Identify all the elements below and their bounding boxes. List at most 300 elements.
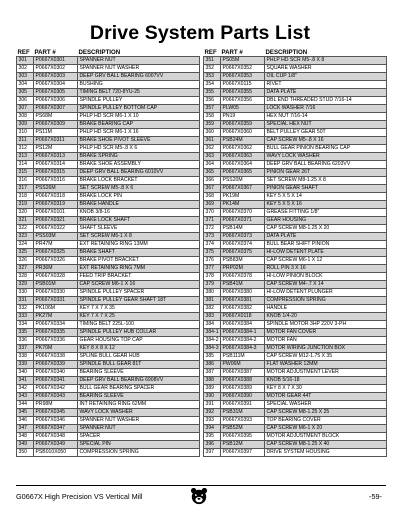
cell-ref: 334 [17, 320, 34, 328]
cell-description: DEEP GRV BALL BEARING 6010VV [78, 168, 200, 176]
cell-part-number: P0667X0306 [34, 96, 78, 104]
cell-part-number: PR47M [34, 240, 78, 248]
cell-description: HEX NUT 7/16-14 [265, 112, 387, 120]
cell-ref: 336 [17, 336, 34, 344]
cell-ref: 309 [17, 120, 34, 128]
cell-part-number: PN19 [221, 112, 265, 120]
cell-ref: 365 [204, 168, 221, 176]
cell-ref: 322 [17, 224, 34, 232]
cell-ref: 318 [17, 192, 34, 200]
table-row [204, 248, 387, 256]
cell-ref: 330 [17, 288, 34, 296]
table-row [204, 264, 387, 272]
table-row [204, 136, 387, 144]
cell-part-number: P0667X0322 [34, 224, 78, 232]
table-row [17, 432, 200, 440]
cell-ref: 358 [204, 112, 221, 120]
cell-part-number: P0667X0318 [34, 192, 78, 200]
table-row [204, 56, 387, 64]
cell-part-number: PK106M [34, 304, 78, 312]
cell-ref: 396 [204, 440, 221, 448]
cell-description: KNOB 1/4-20 [265, 312, 387, 320]
cell-part-number: P0667X0118 [221, 312, 265, 320]
cell-part-number: P0667X0305 [34, 88, 78, 96]
page-title: Drive System Parts List [89, 22, 311, 44]
cell-ref: 375 [204, 248, 221, 256]
header-part: PART # [221, 48, 243, 56]
cell-ref: 350 [17, 448, 34, 456]
cell-description: BRAKE SHOE ASSEMBLY [78, 160, 200, 168]
table-row [17, 360, 200, 368]
cell-ref: 386 [204, 360, 221, 368]
table-row [204, 184, 387, 192]
table-row [17, 400, 200, 408]
table-row [17, 112, 200, 120]
footer-page-number: -59- [369, 492, 382, 501]
cell-ref: 395 [204, 432, 221, 440]
table-row [17, 232, 200, 240]
cell-ref: 368 [204, 192, 221, 200]
table-row [17, 160, 200, 168]
cell-ref: 337 [17, 344, 34, 352]
cell-part-number: P0667X0393 [221, 416, 265, 424]
cell-description: ROLL PIN 3 X 16 [265, 264, 387, 272]
table-row [17, 280, 200, 288]
cell-ref: 360 [204, 128, 221, 136]
cell-description: CAP SCREW M8-1.25 X 20 [265, 224, 387, 232]
cell-description: KNOB 5/16-18 [265, 376, 387, 384]
cell-ref: 349 [17, 440, 34, 448]
table-row [17, 120, 200, 128]
cell-description: COMPRESSION SPRING [265, 296, 387, 304]
cell-ref: 324 [17, 240, 34, 248]
cell-description: SPINDLE PULLEY HUB COLLAR [78, 328, 200, 336]
cell-ref: 317 [17, 184, 34, 192]
table-row [17, 320, 200, 328]
cell-part-number: P0667X0381 [221, 296, 265, 304]
cell-part-number: P0667X0302 [34, 64, 78, 72]
cell-part-number: P0667X0349 [34, 440, 78, 448]
table-row [204, 176, 387, 184]
table-row [17, 416, 200, 424]
footer-model-name: G0667X High Precision VS Vertical Mill [16, 492, 143, 501]
table-row [204, 328, 387, 336]
cell-part-number: P0667X0384-3 [221, 344, 265, 352]
cell-ref: 351 [204, 56, 221, 64]
cell-ref: 394 [204, 424, 221, 432]
table-row [17, 104, 200, 112]
cell-ref: 345 [17, 408, 34, 416]
cell-part-number: P0667X0367 [221, 184, 265, 192]
table-row [17, 424, 200, 432]
table-row [17, 96, 200, 104]
parts-table-right-body [204, 56, 387, 456]
cell-ref: 306 [17, 96, 34, 104]
cell-part-number: P0667X0340 [34, 368, 78, 376]
cell-part-number: P0667X0384 [221, 320, 265, 328]
cell-description: COMPRESSION SPRING [78, 448, 200, 456]
cell-ref: 353 [204, 72, 221, 80]
header-ref: REF [204, 48, 217, 56]
cell-ref: 346 [17, 416, 34, 424]
cell-description: BRAKE BEARING CAP [78, 120, 200, 128]
table-row [17, 176, 200, 184]
cell-description: BRAKE SPRING [78, 152, 200, 160]
cell-part-number: P0667X0347 [34, 424, 78, 432]
table-row [204, 432, 387, 440]
table-row [17, 448, 200, 456]
cell-description: HI-LOW DETENT PLATE [265, 248, 387, 256]
cell-ref: 328 [17, 272, 34, 280]
cell-ref: 352 [204, 64, 221, 72]
cell-part-number: PSB41M [221, 280, 265, 288]
cell-ref: 357 [204, 104, 221, 112]
cell-part-number: P0667X0331 [34, 296, 78, 304]
table-row [17, 192, 200, 200]
cell-description: SHAFT SLEEVE [78, 224, 200, 232]
cell-part-number: P0667X0101 [34, 208, 78, 216]
cell-ref: 383 [204, 312, 221, 320]
cell-description: BULL BEAR SHIFT PINION [265, 240, 387, 248]
cell-part-number: P0667X0304 [34, 80, 78, 88]
cell-ref: 388 [204, 376, 221, 384]
table-row [17, 152, 200, 160]
cell-ref: 314 [17, 160, 34, 168]
cell-ref: 389 [204, 384, 221, 392]
cell-part-number: PSB83M [221, 256, 265, 264]
table-row [17, 328, 200, 336]
cell-ref: 378 [204, 272, 221, 280]
cell-description: PHLP HD SCR M6-1 X 10 [78, 112, 200, 120]
table-row [204, 416, 387, 424]
cell-description: DBL END THREADED STUD 7/16-14 [265, 96, 387, 104]
cell-part-number: P0667X0315 [34, 168, 78, 176]
cell-ref: 356 [204, 96, 221, 104]
cell-ref: 311 [17, 136, 34, 144]
cell-description: GEAR HOUSING TOP CAP [78, 336, 200, 344]
cell-description: SPINDLE PULLEY SPACER [78, 288, 200, 296]
table-row [204, 120, 387, 128]
cell-ref: 323 [17, 232, 34, 240]
cell-part-number: P0667X0391 [221, 400, 265, 408]
table-row [204, 80, 387, 88]
cell-description: HI-LOW DETENT PLUNGER [265, 288, 387, 296]
cell-part-number: P0667X0338 [34, 352, 78, 360]
table-row [204, 440, 387, 448]
table-row [17, 336, 200, 344]
cell-ref: 347 [17, 424, 34, 432]
table-row [17, 376, 200, 384]
cell-part-number: PSB52M [221, 424, 265, 432]
table-row [204, 320, 387, 328]
cell-ref: 326 [17, 256, 34, 264]
table-row [204, 112, 387, 120]
cell-ref: 385 [204, 352, 221, 360]
cell-description: SPANNER NUT [78, 424, 200, 432]
cell-description: BRAKE LOCK SHAFT [78, 216, 200, 224]
cell-description: GEAR HOUSING [265, 216, 387, 224]
cell-ref: 342 [17, 384, 34, 392]
cell-part-number: PR98M [34, 400, 78, 408]
cell-description: SPACER [78, 432, 200, 440]
table-row [17, 208, 200, 216]
cell-part-number: P0667X0352 [221, 64, 265, 72]
footer-rule [16, 485, 386, 486]
cell-description: KNOB 3/8-16 [78, 208, 200, 216]
table-row [17, 216, 200, 224]
table-row [204, 384, 387, 392]
cell-description: MOTOR ADJUSTMENT BLOCK [265, 432, 387, 440]
cell-ref: 381 [204, 296, 221, 304]
cell-description: MOTOR ADJUSTMENT LEVER [265, 368, 387, 376]
table-row [17, 288, 200, 296]
cell-description: KEY 5 X 5 X 14 [265, 192, 387, 200]
table-row [204, 200, 387, 208]
cell-part-number: P0667X0373 [221, 232, 265, 240]
cell-ref: 361 [204, 136, 221, 144]
cell-ref: 305 [17, 88, 34, 96]
cell-ref: 304 [17, 80, 34, 88]
cell-description: KEY 7 X 7 X 35 [78, 304, 200, 312]
cell-part-number: P0667X0353 [221, 72, 265, 80]
bear-head-logo-icon [190, 487, 208, 505]
cell-part-number: P0667X0395 [221, 432, 265, 440]
cell-ref: 325 [17, 248, 34, 256]
cell-part-number: P0667X0343 [34, 392, 78, 400]
cell-description: PHLP HD SCR M6-1 X 16 [78, 128, 200, 136]
cell-description: TOP BEARING COVER [265, 416, 387, 424]
cell-part-number: PSB31M [221, 408, 265, 416]
cell-part-number: P0667X0360 [221, 128, 265, 136]
cell-description: EXT RETAINING RING 7MM [78, 264, 200, 272]
cell-ref: 355 [204, 88, 221, 96]
cell-ref: 320 [17, 208, 34, 216]
table-row [17, 272, 200, 280]
table-row [204, 312, 387, 320]
cell-description: INT RETAINING RING 62MM [78, 400, 200, 408]
cell-part-number: P0667X0359 [221, 120, 265, 128]
cell-part-number: P0667X0378 [221, 272, 265, 280]
cell-description: SPINDLE MOTOR 3HP 220V 3-PH [265, 320, 387, 328]
cell-description: SET SCREW M6-1 X 8 [78, 232, 200, 240]
cell-description: PINION GEAR SHAFT [265, 184, 387, 192]
table-row [204, 256, 387, 264]
cell-ref: 315 [17, 168, 34, 176]
cell-part-number: PSB24M [221, 136, 265, 144]
cell-description: MOTOR WIRING JUNCTION BOX [265, 344, 387, 352]
cell-ref: 379 [204, 280, 221, 288]
parts-table-left-body [17, 56, 200, 456]
cell-part-number: P0667X0387 [221, 368, 265, 376]
cell-description: KEY 8 X 7 X 30 [265, 384, 387, 392]
cell-part-number: P0667X0328 [34, 272, 78, 280]
cell-part-number: P0667X0397 [221, 448, 265, 456]
cell-ref: 384 [204, 320, 221, 328]
cell-part-number: PS05M [221, 56, 265, 64]
table-row [204, 104, 387, 112]
table-row [204, 152, 387, 160]
cell-description: BRAKE LOCK PIN [78, 192, 200, 200]
cell-part-number: P0667X0326 [34, 256, 78, 264]
cell-ref: 367 [204, 184, 221, 192]
cell-description: FLAT WASHER 12MM [265, 360, 387, 368]
cell-part-number: P0667X0319 [34, 200, 78, 208]
cell-part-number: PR36M [34, 264, 78, 272]
cell-ref: 370 [204, 208, 221, 216]
cell-ref: 321 [17, 216, 34, 224]
cell-part-number: P0667X0348 [34, 432, 78, 440]
cell-ref: 384-1 [205, 328, 219, 335]
table-row [17, 440, 200, 448]
cell-ref: 364 [204, 160, 221, 168]
cell-description: CAP SCREW M8-1.25 X 40 [265, 440, 387, 448]
cell-description: LOCK WASHER 7/16 [265, 104, 387, 112]
cell-ref: 366 [204, 176, 221, 184]
cell-description: SPANNER NUT WASHER [78, 416, 200, 424]
cell-description: MOTOR GEAR 44T [265, 392, 387, 400]
cell-ref: 374 [204, 240, 221, 248]
table-row [204, 272, 387, 280]
table-header-row [204, 47, 387, 56]
cell-part-number: P0667X0389 [221, 384, 265, 392]
cell-ref: 384-2 [205, 336, 219, 343]
table-row [17, 168, 200, 176]
table-row [204, 88, 387, 96]
cell-ref: 339 [17, 360, 34, 368]
cell-ref: 316 [17, 176, 34, 184]
cell-description: KEY 5 X 5 X 16 [265, 200, 387, 208]
cell-description: TIMING BELT 225L-100 [78, 320, 200, 328]
table-row [17, 408, 200, 416]
cell-part-number: P0667X0301 [34, 56, 78, 64]
cell-description: MOTOR FAN [265, 336, 387, 344]
cell-description: SET SCREW M5-.8 X 6 [78, 184, 200, 192]
table-row [204, 64, 387, 72]
table-row [204, 224, 387, 232]
cell-part-number: PSB010X050 [34, 448, 78, 456]
table-row [204, 408, 387, 416]
cell-description: SPECIAL HEX NUT [265, 120, 387, 128]
cell-part-number: P0667X0375 [221, 248, 265, 256]
cell-part-number: P0667X0334 [34, 320, 78, 328]
table-row [204, 400, 387, 408]
cell-description: PINION GEAR 26T [265, 168, 387, 176]
cell-description: BEARING SLEEVE [78, 368, 200, 376]
cell-part-number: PRP02M [221, 264, 265, 272]
table-row [204, 360, 387, 368]
cell-description: SPANNER NUT WASHER [78, 64, 200, 72]
cell-description: BRAKE SHOE PIVOT SLEEVE [78, 136, 200, 144]
table-row [204, 280, 387, 288]
cell-part-number: P0667X0388 [221, 376, 265, 384]
cell-description: CAP SCREW M12-1.75 X 35 [265, 352, 387, 360]
cell-description: DEEP GRV BALL BEARING 6908VV [78, 376, 200, 384]
cell-description: SET SCREW M8-1.25 X 8 [265, 176, 387, 184]
cell-part-number: P0667X0342 [34, 384, 78, 392]
cell-description: CAP SCREW M4-.7 X 14 [265, 280, 387, 288]
cell-part-number: P0667X0345 [34, 408, 78, 416]
cell-description: BRAKE SHAFT [78, 248, 200, 256]
cell-ref: 377 [204, 264, 221, 272]
parts-tables [16, 47, 386, 469]
cell-description: BEARING SLEEVE [78, 392, 200, 400]
cell-part-number: P0667X0339 [34, 360, 78, 368]
cell-part-number: PSB111M [221, 352, 265, 360]
cell-ref: 391 [204, 400, 221, 408]
cell-description: MOTOR FAN COVER [265, 328, 387, 336]
cell-description: PHLP HD SCR M5-.8 X 6 [78, 144, 200, 152]
table-row [17, 144, 200, 152]
cell-part-number: P0667X0321 [34, 216, 78, 224]
table-row [17, 224, 200, 232]
cell-description: FEED TRIP BRACKET [78, 272, 200, 280]
cell-description: DATA PLATE [265, 232, 387, 240]
cell-part-number: PSS03M [34, 232, 78, 240]
cell-ref: 362 [204, 144, 221, 152]
cell-ref: 390 [204, 392, 221, 400]
header-description: DESCRIPTION [78, 48, 121, 56]
table-row [204, 232, 387, 240]
cell-part-number: P0667X0313 [34, 152, 78, 160]
cell-description: GREASE FITTING 1/8" [265, 208, 387, 216]
table-row [17, 368, 200, 376]
cell-description: SPINDLE BULL GEAR 81T [78, 360, 200, 368]
cell-description: WAVY LOCK WASHER [78, 408, 200, 416]
parts-table-right [203, 47, 387, 457]
table-row [204, 144, 387, 152]
table-row [204, 96, 387, 104]
cell-ref: 371 [204, 216, 221, 224]
cell-ref: 369 [204, 200, 221, 208]
cell-description: SQUARE WASHER [265, 64, 387, 72]
table-row [204, 128, 387, 136]
cell-part-number: P0667X0390 [221, 392, 265, 400]
cell-description: BRAKE LOCK BRACKET [78, 176, 200, 184]
cell-description: DATA PLATE [265, 88, 387, 96]
cell-description: SPINDLE PULLEY BOTTOM CAP [78, 104, 200, 112]
cell-ref: 343 [17, 392, 34, 400]
cell-ref: 341 [17, 376, 34, 384]
cell-ref: 332 [17, 304, 34, 312]
cell-description: BELT PULLEY GEAR 50T [265, 128, 387, 136]
table-row [17, 184, 200, 192]
table-row [17, 384, 200, 392]
table-row [204, 288, 387, 296]
cell-description: DRIVE SYSTEM HOUSING [265, 448, 387, 456]
parts-table-left [16, 47, 200, 457]
table-row [204, 304, 387, 312]
cell-ref: 312 [17, 144, 34, 152]
cell-ref: 393 [204, 416, 221, 424]
cell-part-number: P0667X0335 [34, 328, 78, 336]
table-row [17, 64, 200, 72]
cell-description: CAP SCREW M8-1.25 X 25 [265, 408, 387, 416]
cell-ref: 333 [17, 312, 34, 320]
cell-part-number: P0667X0362 [221, 144, 265, 152]
cell-part-number: P0667X0382 [221, 304, 265, 312]
cell-ref: 382 [204, 304, 221, 312]
cell-part-number: PK27M [34, 312, 78, 320]
cell-part-number: PK70M [34, 344, 78, 352]
cell-part-number: PS68M [34, 112, 78, 120]
table-row [17, 312, 200, 320]
header-description: DESCRIPTION [265, 48, 308, 56]
cell-description: DEEP GRV BALL BEARING 6007VV [78, 72, 200, 80]
table-row [204, 336, 387, 344]
table-row [204, 160, 387, 168]
cell-part-number: PK14M [221, 200, 265, 208]
table-row [204, 392, 387, 400]
